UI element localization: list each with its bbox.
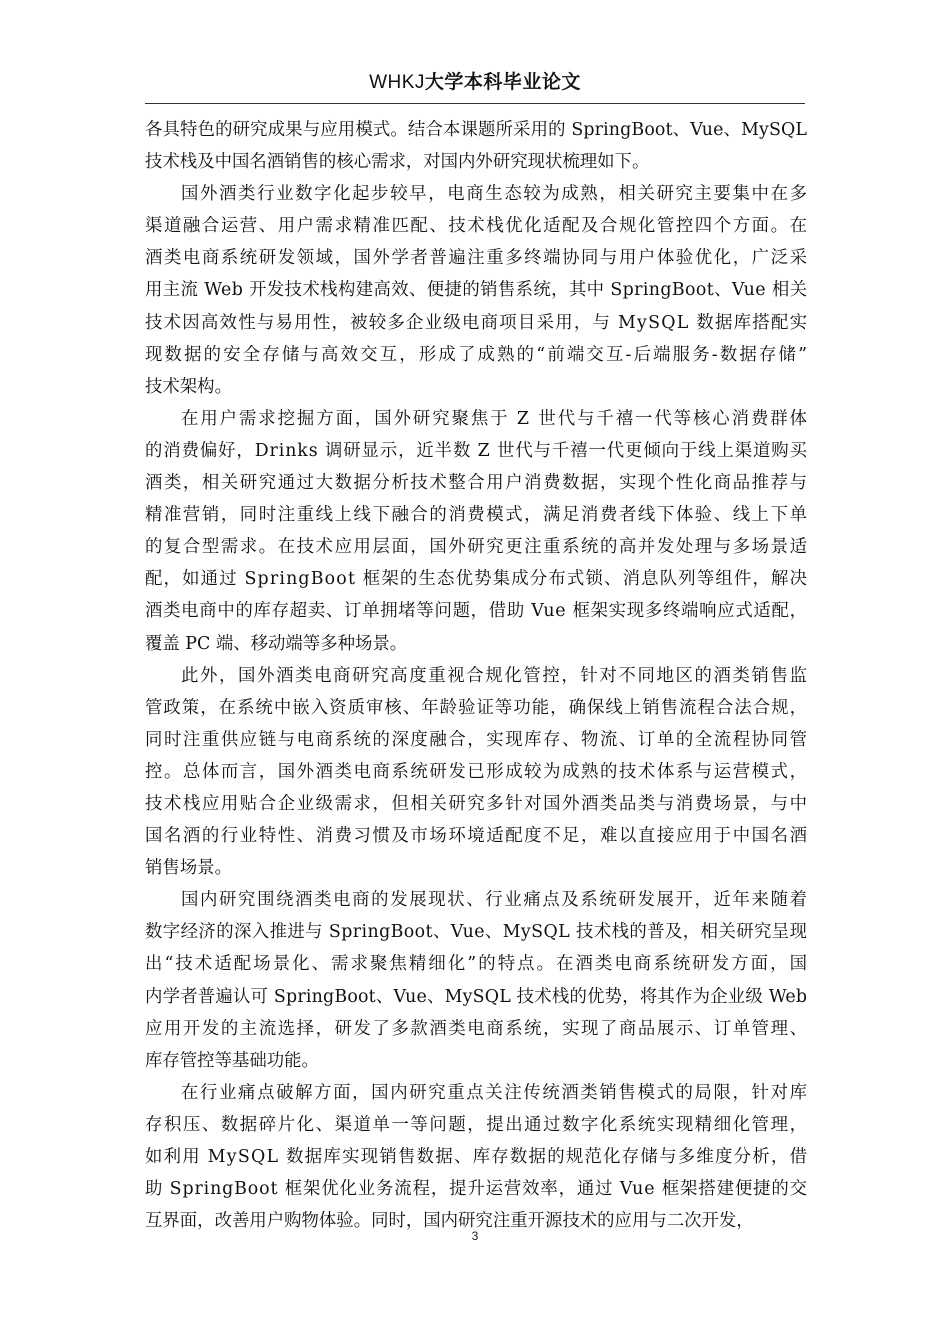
text-line <box>145 916 807 948</box>
text-line <box>145 981 807 1013</box>
text-line <box>145 948 810 980</box>
text-line-content: 技术栈应用贴合企业级需求，但相关研究多针对国外酒类品类与消费场景，与中 <box>145 793 809 814</box>
text-line <box>145 210 807 242</box>
header-title: 大学本科毕业论文 <box>424 71 581 93</box>
text-line <box>145 1141 807 1173</box>
text-line <box>145 339 810 371</box>
text-line <box>145 1077 807 1109</box>
text-line-content: 内学者普遍认可 SpringBoot、Vue、MySQL 技术栈的优势，将其作为企业级 Web <box>145 986 808 1007</box>
text-line-content: 技术栈及中国名酒销售的核心需求，对国内外研究现状梳理如下。 <box>145 152 650 173</box>
text-line <box>145 1109 807 1141</box>
text-line <box>145 403 807 435</box>
text-line-content: 现数据的安全存储与高效交互，形成了成熟的“前端交互-后端服务-数据存储” <box>145 344 810 365</box>
text-line-content: 库存管控等基础功能。 <box>145 1050 319 1071</box>
text-line-content: 此外，国外酒类电商研究高度重视合规化管控，针对不同地区的酒类销售监 <box>181 665 809 686</box>
text-line-content: 助 SpringBoot 框架优化业务流程，提升运营效率，通过 Vue 框架搭建便捷的交 <box>145 1179 808 1200</box>
text-line <box>145 114 807 146</box>
text-line <box>145 563 807 595</box>
text-line <box>145 1013 807 1045</box>
text-line-content: 的复合型需求。在技术应用层面，国外研究更注重系统的高并发处理与多场景适 <box>145 537 809 558</box>
text-line-content: 各具特色的研究成果与应用模式。结合本课题所采用的 SpringBoot、Vue、MySQL <box>145 120 808 140</box>
body-text <box>145 114 810 1237</box>
page-number: 3 <box>471 1229 479 1243</box>
text-line-content: 配，如通过 SpringBoot 框架的生态优势集成分布式锁、消息队列等组件，解决 <box>145 569 809 590</box>
text-line <box>145 884 807 916</box>
text-line-content: 技术因高效性与易用性，被较多企业级电商项目采用，与 MySQL 数据库搭配实 <box>145 312 809 333</box>
text-line-content: 酒类电商系统研发领域，国外学者普遍注重多终端协同与用户体验优化，广泛采 <box>145 248 809 269</box>
text-line <box>145 1173 807 1205</box>
text-line-content: 国名酒的行业特性、消费习惯及市场环境适配度不足，难以直接应用于中国名酒 <box>145 826 809 847</box>
text-line <box>145 692 807 724</box>
text-line-content: 酒类电商中的库存超卖、订单拥堵等问题，借助 Vue 框架实现多终端响应式适配， <box>145 601 808 622</box>
text-line-content: 控。总体而言，国外酒类电商系统研发已形成较为成熟的技术体系与运营模式， <box>145 761 809 782</box>
text-line-content: 应用开发的主流选择，研发了多款酒类电商系统，实现了商品展示、订单管理、 <box>145 1018 809 1039</box>
text-line-content: 用主流 Web 开发技术栈构建高效、便捷的销售系统，其中 SpringBoot、Vue 相关 <box>145 280 808 301</box>
text-line <box>145 242 807 274</box>
text-line-content: 精准营销，同时注重线上线下融合的消费模式，满足消费者线下体验、线上下单 <box>145 505 809 526</box>
text-line <box>145 307 807 339</box>
header-prefix: WHKJ <box>369 72 425 93</box>
text-line-content: 管政策，在系统中嵌入资质审核、年龄验证等功能，确保线上销售流程合法合规， <box>145 697 809 718</box>
text-line-content: 互界面，改善用户购物体验。同时，国内研究注重开源技术的应用与二次开发， <box>145 1211 754 1232</box>
header-divider <box>145 103 805 104</box>
text-line <box>145 178 807 210</box>
text-line-content: 在行业痛点破解方面，国内研究重点关注传统酒类销售模式的局限，针对库 <box>181 1082 809 1103</box>
text-line-content: 覆盖 PC 端、移动端等多种场景。 <box>145 633 408 654</box>
text-line <box>145 499 807 531</box>
text-line <box>145 724 807 756</box>
text-line <box>145 820 807 852</box>
text-line-content: 国内研究围绕酒类电商的发展现状、行业痛点及系统研发展开，近年来随着 <box>181 890 809 911</box>
text-line-content: 存积压、数据碎片化、渠道单一等问题，提出通过数字化系统实现精细化管理， <box>145 1114 809 1135</box>
text-line-content: 销售场景。 <box>145 858 232 879</box>
text-line <box>145 852 807 884</box>
text-line <box>145 788 807 820</box>
text-line-content: 的消费偏好，Drinks 调研显示，近半数 Z 世代与千禧一代更倾向于线上渠道购买 <box>145 440 808 461</box>
text-line <box>145 274 807 306</box>
text-line-content: 数字经济的深入推进与 SpringBoot、Vue、MySQL 技术栈的普及，相关研究呈现 <box>145 922 808 943</box>
text-line-content: 渠道融合运营、用户需求精准匹配、技术栈优化适配及合规化管控四个方面。在 <box>145 216 809 237</box>
text-line <box>145 628 807 660</box>
text-line-content: 技术架构。 <box>145 376 232 397</box>
text-line-content: 同时注重供应链与电商系统的深度融合，实现库存、物流、订单的全流程协同管 <box>145 729 809 750</box>
text-line-content: 出“技术适配场景化、需求聚焦精细化”的特点。在酒类电商系统研发方面，国 <box>145 954 810 975</box>
text-line <box>145 595 807 627</box>
text-line <box>145 371 807 403</box>
text-line <box>145 1045 807 1077</box>
text-line <box>145 146 807 178</box>
text-line-content: 酒类，相关研究通过大数据分析技术整合用户消费数据，实现个性化商品推荐与 <box>145 473 809 494</box>
page-header <box>145 68 805 97</box>
text-line <box>145 660 807 692</box>
text-line <box>145 756 807 788</box>
text-line-content: 在用户需求挖掘方面，国外研究聚焦于 Z 世代与千禧一代等核心消费群体 <box>181 408 809 429</box>
text-line <box>145 467 807 499</box>
text-line <box>145 531 807 563</box>
text-line <box>145 435 807 467</box>
text-line-content: 如利用 MySQL 数据库实现销售数据、库存数据的规范化存储与多维度分析，借 <box>145 1147 809 1167</box>
text-line-content: 国外酒类行业数字化起步较早，电商生态较为成熟，相关研究主要集中在多 <box>181 184 809 205</box>
